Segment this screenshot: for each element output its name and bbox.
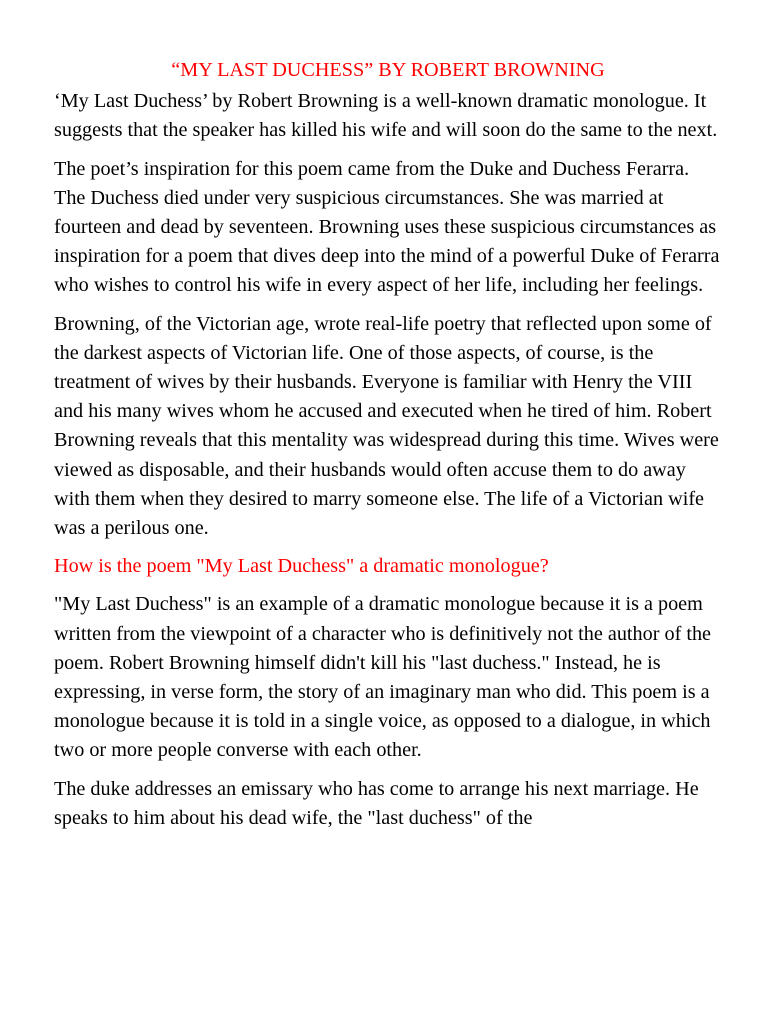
paragraph-inspiration: The poet’s inspiration for this poem came from the Duke and Duchess Ferarra. The Duchess died under very suspicious circumstances. She was married at fourteen and dead by seventeen. Browning uses these suspicious circumstances as inspiration for a poem that dives deep into the mind of a powerful Duke of Ferarra who wishes to control his wife in every aspect of her life, including her feelings. <box>54 157 720 297</box>
paragraph-duke: The duke addresses an emissary who has come to arrange his next marriage. He speaks to him about his dead wife, the "last duchess" of the <box>54 777 699 829</box>
paragraph-intro: ‘My Last Duchess’ by Robert Browning is a well-known dramatic monologue. It suggests that the speaker has killed his wife and will soon do the same to the next. <box>54 90 718 142</box>
paragraph-victorian: Browning, of the Victorian age, wrote real-life poetry that reflected upon some of the darkest aspects of Victorian life. One of those aspects, of course, is the treatment of wives by their husbands. Everyone is familiar with Henry the VIII and his many wives whom he accused and executed when he tired of him. Robert Browning reveals that this mentality was widespread during this time. Wives were viewed as disposable, and their husbands would often accuse them to do away with them when they desired to marry someone else. The life of a Victorian wife was a perilous one. <box>54 312 719 540</box>
section-heading: How is the poem "My Last Duchess" a dramatic monologue? <box>54 555 549 578</box>
document-body <box>54 56 722 842</box>
document-title: “MY LAST DUCHESS” BY ROBERT BROWNING <box>171 59 605 81</box>
paragraph-monologue: "My Last Duchess" is an example of a dramatic monologue because it is a poem written from the viewpoint of a character who is definitively not the author of the poem. Robert Browning himself didn't kill his "last duchess." Instead, he is expressing, in verse form, the story of an imaginary man who did. This poem is a monologue because it is told in a single voice, as opposed to a dialogue, in which two or more people converse with each other. <box>54 593 712 762</box>
